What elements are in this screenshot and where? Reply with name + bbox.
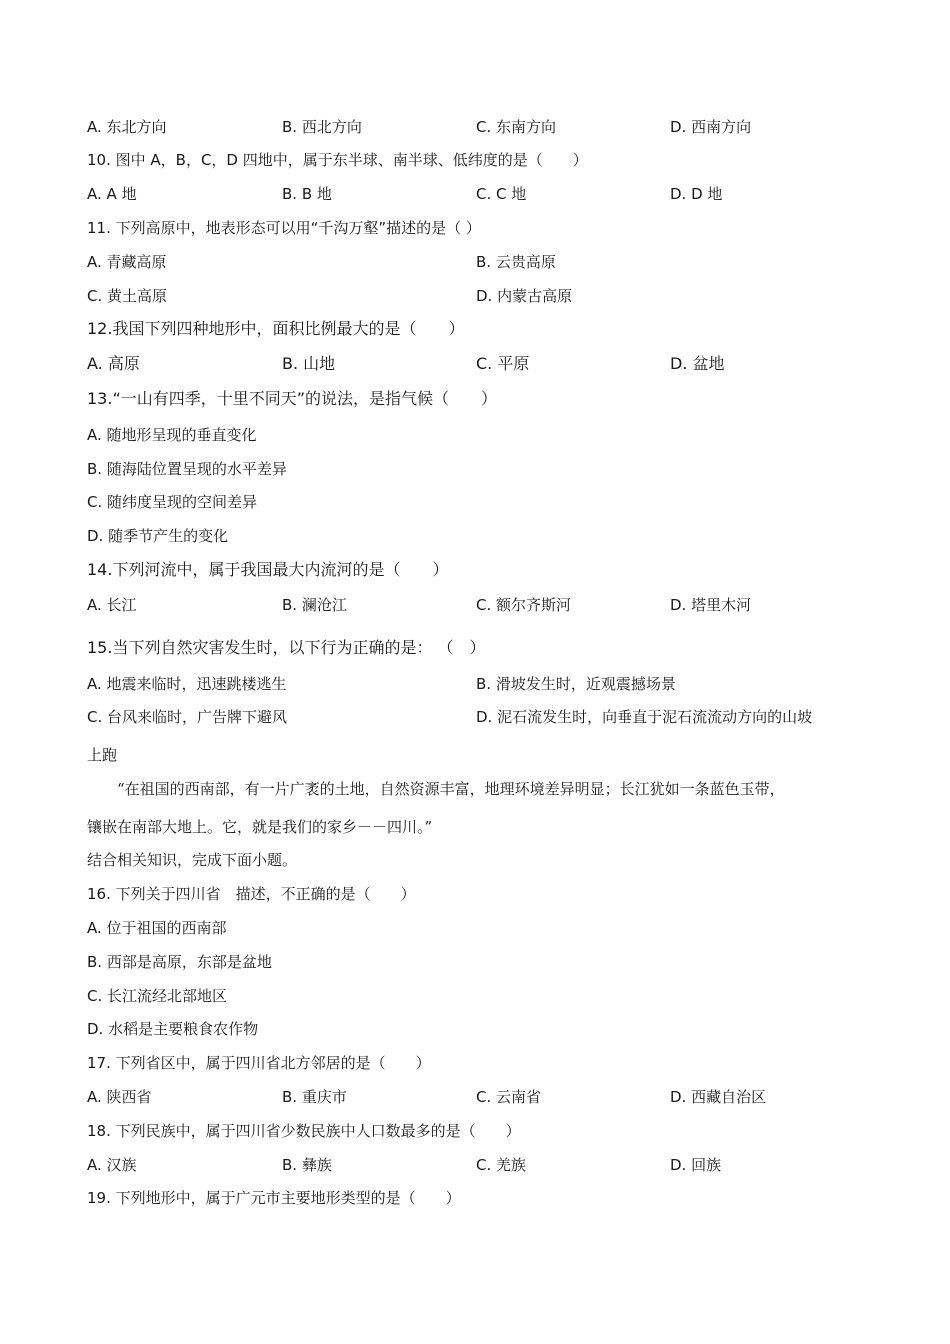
q10-stem: 10. 图中 A，B，C，D 四地中，属于东半球、南半球、低纬度的是（ ） (87, 151, 588, 169)
q16-option-a: A. 位于祖国的西南部 (87, 919, 227, 937)
q16-option-d: D. 水稻是主要粮食农作物 (87, 1020, 259, 1038)
q14-option-c: C. 额尔齐斯河 (476, 596, 572, 614)
q13-option-c: C. 随纬度呈现的空间差异 (87, 493, 258, 511)
q12-option-b: B. 山地 (282, 354, 336, 373)
q13-option-b: B. 随海陆位置呈现的水平差异 (87, 460, 287, 478)
q16-option-c: C. 长江流经北部地区 (87, 987, 228, 1005)
q9-option-a: A. 东北方向 (87, 118, 167, 136)
q10-option-c: C. C 地 (476, 185, 527, 203)
q11-stem: 11. 下列高原中，地表形态可以用“千沟万壑”描述的是（ ） (87, 219, 481, 237)
q18-option-d: D. 回族 (670, 1156, 722, 1174)
passage-line-2: 镶嵌在南部大地上。它，就是我们的家乡－－四川。” (87, 818, 433, 836)
q18-stem: 18. 下列民族中，属于四川省少数民族中人口数最多的是（ ） (87, 1122, 521, 1140)
q17-option-b: B. 重庆市 (282, 1088, 347, 1106)
q15-option-a: A. 地震来临时，迅速跳楼逃生 (87, 675, 287, 693)
q18-option-a: A. 汉族 (87, 1156, 137, 1174)
q9-option-b: B. 西北方向 (282, 118, 362, 136)
q19-stem: 19. 下列地形中，属于广元市主要地形类型的是（ ） (87, 1189, 461, 1207)
q15-option-d-continuation: 上跑 (87, 746, 118, 764)
q11-option-b: B. 云贵高原 (476, 253, 556, 271)
q16-option-b: B. 西部是高原，东部是盆地 (87, 953, 272, 971)
q12-option-d: D. 盆地 (670, 354, 725, 373)
q16-stem: 16. 下列关于四川省 描述，不正确的是（ ） (87, 885, 416, 903)
q17-option-d: D. 西藏自治区 (670, 1088, 767, 1106)
q11-option-c: C. 黄土高原 (87, 287, 168, 305)
passage-instruction: 结合相关知识，完成下面小题。 (87, 851, 298, 869)
q14-option-a: A. 长江 (87, 596, 137, 614)
q12-stem: 12.我国下列四种地形中，面积比例最大的是（ ） (87, 319, 465, 338)
q10-option-a: A. A 地 (87, 185, 137, 203)
passage-line-1: “在祖国的西南部，有一片广袤的土地，自然资源丰富，地理环境差异明显；长江犹如一条蓝色玉带， (87, 780, 785, 798)
q17-option-a: A. 陕西省 (87, 1088, 152, 1106)
q15-stem: 15.当下列自然灾害发生时，以下行为正确的是： （ ） (87, 638, 486, 657)
q11-option-d: D. 内蒙古高原 (476, 287, 573, 305)
q13-option-a: A. 随地形呈现的垂直变化 (87, 426, 257, 444)
q9-option-d: D. 西南方向 (670, 118, 752, 136)
q18-option-b: B. 彝族 (282, 1156, 332, 1174)
q10-option-d: D. D 地 (670, 185, 723, 203)
q15-option-b: B. 滑坡发生时，近观震撼场景 (476, 675, 676, 693)
q14-stem: 14.下列河流中，属于我国最大内流河的是（ ） (87, 560, 449, 579)
q10-option-b: B. B 地 (282, 185, 332, 203)
q17-option-c: C. 云南省 (476, 1088, 542, 1106)
q12-option-a: A. 高原 (87, 354, 140, 373)
q18-option-c: C. 羌族 (476, 1156, 527, 1174)
q13-option-d: D. 随季节产生的变化 (87, 527, 229, 545)
q15-option-c: C. 台风来临时，广告牌下避风 (87, 708, 288, 726)
q12-option-c: C. 平原 (476, 354, 530, 373)
q14-option-b: B. 澜沧江 (282, 596, 347, 614)
q13-stem: 13.“一山有四季，十里不同天”的说法，是指气候（ ） (87, 389, 498, 408)
q14-option-d: D. 塔里木河 (670, 596, 752, 614)
q15-option-d: D. 泥石流发生时，向垂直于泥石流流动方向的山坡 (476, 708, 813, 726)
q17-stem: 17. 下列省区中，属于四川省北方邻居的是（ ） (87, 1054, 431, 1072)
q9-option-c: C. 东南方向 (476, 118, 557, 136)
q11-option-a: A. 青藏高原 (87, 253, 167, 271)
